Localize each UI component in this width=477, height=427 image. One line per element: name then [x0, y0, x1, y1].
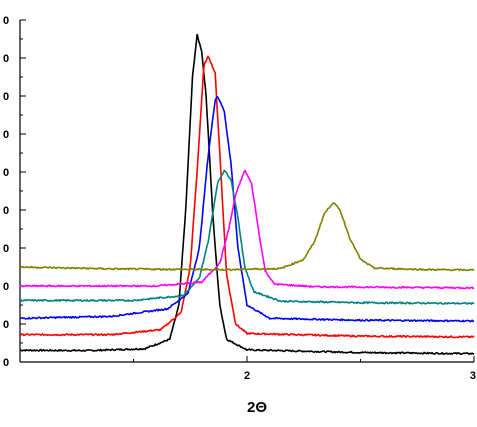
y-ticks: [3, 15, 26, 369]
series-line-6: [20, 203, 474, 271]
plot-frame: [20, 20, 474, 362]
x-tick-label: 2: [243, 370, 251, 382]
y-tick-label: 0: [3, 205, 10, 217]
y-tick-label: 0: [3, 129, 10, 141]
series-line-5: [20, 170, 474, 288]
y-tick-label: 0: [3, 91, 10, 103]
series-line-2: [20, 56, 474, 337]
y-tick-label: 0: [3, 281, 10, 293]
y-tick-label: 0: [3, 53, 10, 65]
y-tick-label: 0: [3, 243, 10, 255]
y-tick-label: 0: [3, 167, 10, 179]
y-tick-label: 0: [3, 357, 10, 369]
series-line-4: [20, 171, 474, 305]
x-ticks: [20, 356, 476, 382]
x-axis-title: 2Θ: [246, 399, 268, 416]
x-tick-label: 3: [469, 370, 476, 382]
y-tick-label: 0: [3, 319, 10, 331]
series-layer: [20, 35, 474, 355]
y-tick-label: 0: [3, 15, 10, 27]
